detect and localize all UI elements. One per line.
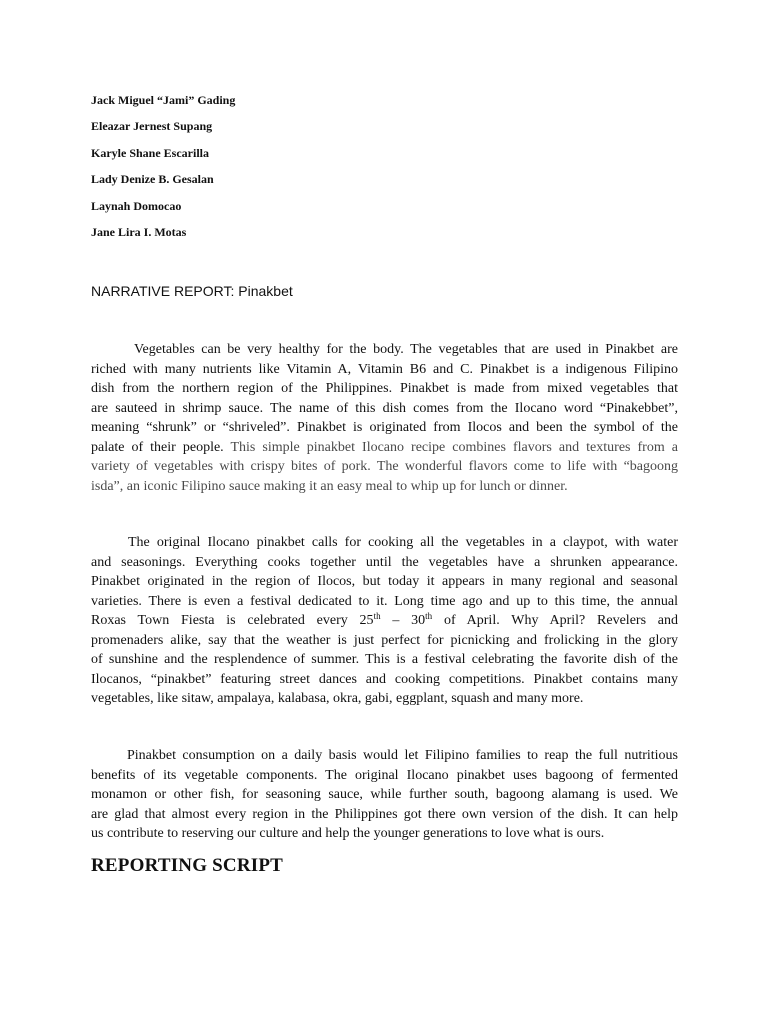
author-name: Eleazar Jernest Supang [91, 119, 213, 134]
line-text-before: Roxas Town Fiesta is celebrated every 25 [91, 613, 374, 628]
paragraph-line: promenaders alike, say that the weather is just perfect for picnicking and frolicking in the glory [91, 632, 678, 648]
paragraph-line: are glad that almost every region in the Philippines got there own version of the dish. It can help [91, 806, 678, 822]
paragraph-line: meaning “shrunk” or “shriveled”. Pinakbet is originated from Ilocos and been the symbol of the [91, 420, 678, 435]
paragraph-line: monamon or other fish, for seasoning sauce, while further south, bagoong alamang is used. We [91, 787, 678, 802]
line-text-after: of April. Why April? Revelers and [432, 613, 679, 628]
paragraph-line: vegetables, like sitaw, ampalaya, kalabasa, okra, gabi, eggplant, squash and many more. [91, 691, 584, 706]
author-list [91, 92, 651, 250]
paragraph-line: variety of vegetables with crispy bites of pork. The wonderful flavors come to life with “bagoong [91, 459, 678, 474]
author-name: Lady Denize B. Gesalan [91, 172, 214, 187]
paragraph-line-with-superscripts [91, 611, 678, 631]
paragraph-line: Pinakbet consumption on a daily basis would let Filipino families to reap the full nutritious [127, 748, 678, 763]
paragraph-line: riched with many nutrients like Vitamin A, Vitamin B6 and C. Pinakbet is a indigenous Filipino [91, 361, 678, 377]
paragraph-line: dish from the northern region of the Philippines. Pinakbet is made from mixed vegetables that [91, 381, 678, 396]
paragraph-line: Ilocanos, “pinakbet” featuring street dances and cooking competitions. Pinakbet contains many [91, 671, 678, 687]
section-heading: REPORTING SCRIPT [91, 855, 284, 876]
paragraph-line: Pinakbet originated in the region of Ilocos, but today it appears in many regional and seasonal [91, 574, 678, 589]
paragraph-line-mixed [91, 438, 678, 458]
author-name: Laynah Domocao [91, 198, 182, 213]
report-title: NARRATIVE REPORT: Pinakbet [91, 283, 293, 299]
paragraph-1 [91, 340, 678, 496]
paragraph-line: are sauteed in shrimp sauce. The name of this dish comes from the Ilocano word “Pinakebbet”, [91, 400, 678, 416]
author-name: Karyle Shane Escarilla [91, 145, 209, 160]
paragraph-line: The original Ilocano pinakbet calls for cooking all the vegetables in a claypot, with water [128, 535, 678, 550]
paragraph-line: isda”, an iconic Filipino sauce making it an easy meal to whip up for lunch or dinner. [91, 478, 568, 494]
paragraph-line: Vegetables can be very healthy for the body. The vegetables that are used in Pinakbet are [134, 342, 678, 357]
paragraph-2 [91, 533, 678, 709]
paragraph-line: varieties. There is even a festival dedicated to it. Long time ago and up to this time, the annual [91, 593, 678, 609]
line-text-middle: – 30 [380, 613, 426, 628]
paragraph-line-grey-part: This simple pinakbet Ilocano recipe combines flavors and textures from a [223, 439, 678, 455]
author-name: Jack Miguel “Jami” Gading [91, 93, 236, 107]
ordinal-superscript: th [373, 611, 381, 621]
paragraph-line: of sunshine and the resplendence of summer. This is a festival celebrating the favorite dish of the [91, 652, 678, 667]
paragraph-3 [91, 746, 678, 844]
ordinal-superscript: th [425, 611, 433, 621]
paragraph-line: and seasonings. Everything cooks together until the vegetables have a shrunken appearance. [91, 554, 678, 570]
paragraph-line: us contribute to reserving our culture and help the younger generations to love what is ours. [91, 826, 605, 841]
paragraph-line-dark-part: palate of their people. [91, 439, 224, 455]
author-name: Jane Lira I. Motas [91, 224, 187, 239]
paragraph-line: benefits of its vegetable components. The original Ilocano pinakbet uses bagoong of fermented [91, 767, 678, 783]
